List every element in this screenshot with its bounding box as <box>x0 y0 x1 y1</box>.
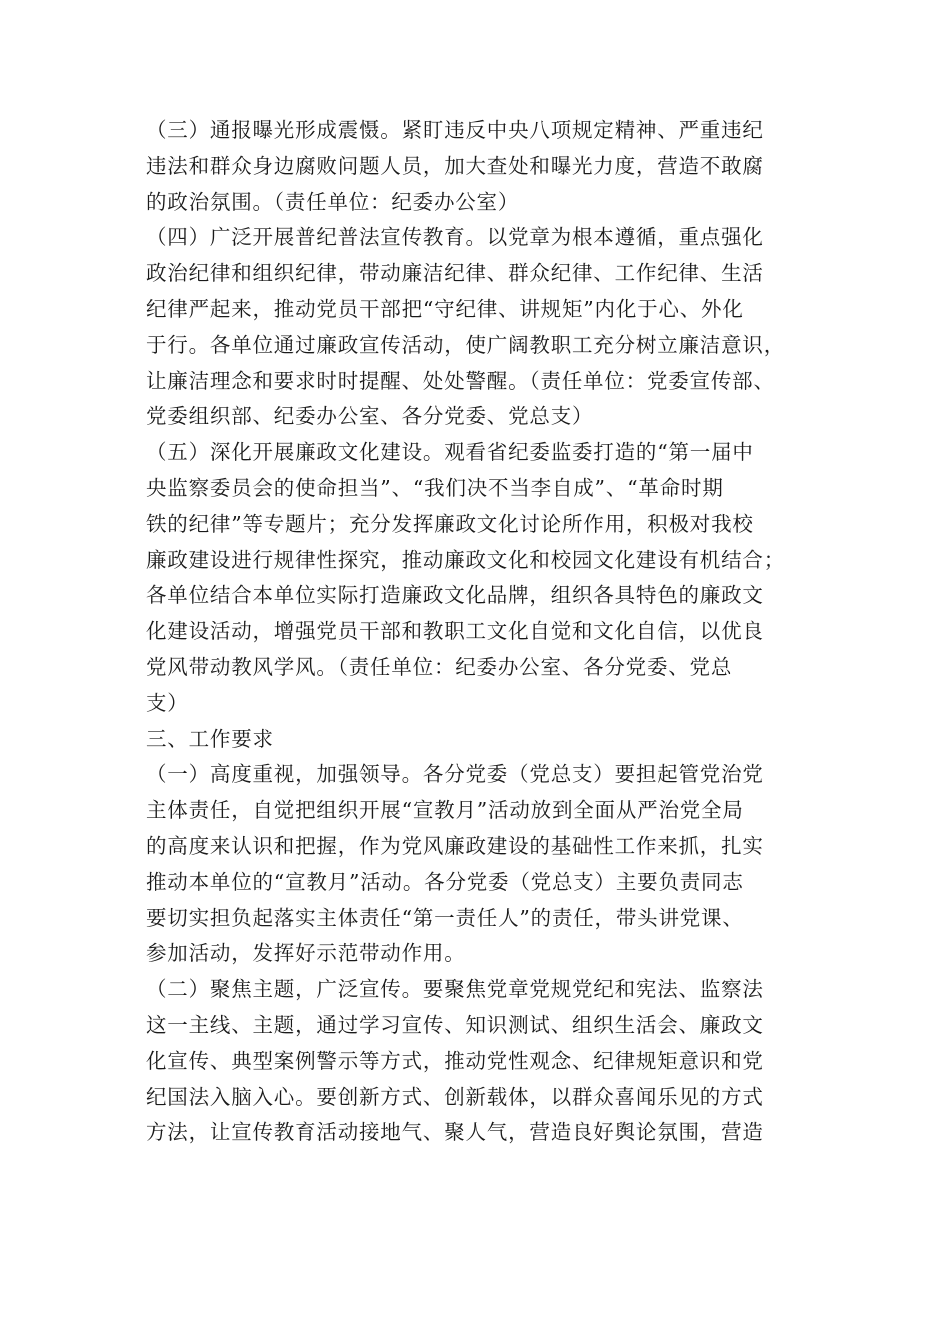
text-line: （一）高度重视，加强领导。各分党委（党总支）要担起管党治党 <box>146 762 764 787</box>
text-line: （三）通报曝光形成震慑。紧盯违反中央八项规定精神、严重违纪 <box>146 118 764 142</box>
text-line: （五）深化开展廉政文化建设。观看省纪委监委打造的“第一届中 <box>146 440 754 465</box>
text-line: 党委组织部、纪委办公室、各分党委、党总支） <box>146 404 594 429</box>
text-line: 化宣传、典型案例警示等方式，推动党性观念、纪律规矩意识和党 <box>146 1048 764 1073</box>
text-line: 铁的纪律”等专题片；充分发挥廉政文化讨论所作用，积极对我校 <box>146 511 754 536</box>
text-line: 推动本单位的“宣教月”活动。各分党委（党总支）主要负责同志 <box>146 869 744 894</box>
text-line: 方法，让宣传教育活动接地气、聚人气，营造良好舆论氛围，营造 <box>146 1120 764 1145</box>
text-line: 参加活动，发挥好示范带动作用。 <box>146 941 466 966</box>
section-heading: 三、工作要求 <box>146 726 274 751</box>
text-line: 于行。各单位通过廉政宣传活动，使广阔教职工充分树立廉洁意识， <box>146 332 785 357</box>
text-line: 要切实担负起落实主体责任“第一责任人”的责任，带头讲党课、 <box>146 905 744 930</box>
text-line: 支） <box>146 690 189 715</box>
text-line: 的政治氛围。（责任单位：纪委办公室） <box>146 189 520 214</box>
text-line: 主体责任，自觉把组织开展“宣教月”活动放到全面从严治党全局 <box>146 798 744 823</box>
text-line: 廉政建设进行规律性探究，推动廉政文化和校园文化建设有机结合； <box>146 547 785 572</box>
text-line: 政治纪律和组织纪律，带动廉洁纪律、群众纪律、工作纪律、生活 <box>146 261 764 286</box>
text-line: 这一主线、主题，通过学习宣传、知识测试、组织生活会、廉政文 <box>146 1012 764 1037</box>
text-line: 让廉洁理念和要求时时提醒、处处警醒。（责任单位：党委宣传部、 <box>146 368 775 393</box>
text-line: 纪国法入脑入心。要创新方式、创新载体，以群众喜闻乐见的方式 <box>146 1084 764 1109</box>
text-line: 纪律严起来，推动党员干部把“守纪律、讲规矩”内化于心、外化 <box>146 296 744 321</box>
text-line: 党风带动教风学风。（责任单位：纪委办公室、各分党委、党总 <box>146 654 733 679</box>
text-line: （四）广泛开展普纪普法宣传教育。以党章为根本遵循，重点强化 <box>146 225 764 250</box>
text-line: 各单位结合本单位实际打造廉政文化品牌，组织各具特色的廉政文 <box>146 583 764 608</box>
text-line: 违法和群众身边腐败问题人员，加大查处和曝光力度，营造不敢腐 <box>146 153 764 178</box>
text-line: 央监察委员会的使命担当”、“我们决不当李自成”、“革命时期 <box>146 475 724 500</box>
text-line: 的高度来认识和把握，作为党风廉政建设的基础性工作来抓，扎实 <box>146 833 764 858</box>
document-body <box>146 113 818 1151</box>
text-line: （二）聚焦主题，广泛宣传。要聚焦党章党规党纪和宪法、监察法 <box>146 977 764 1002</box>
text-line: 化建设活动，增强党员干部和教职工文化自觉和文化自信，以优良 <box>146 619 764 644</box>
